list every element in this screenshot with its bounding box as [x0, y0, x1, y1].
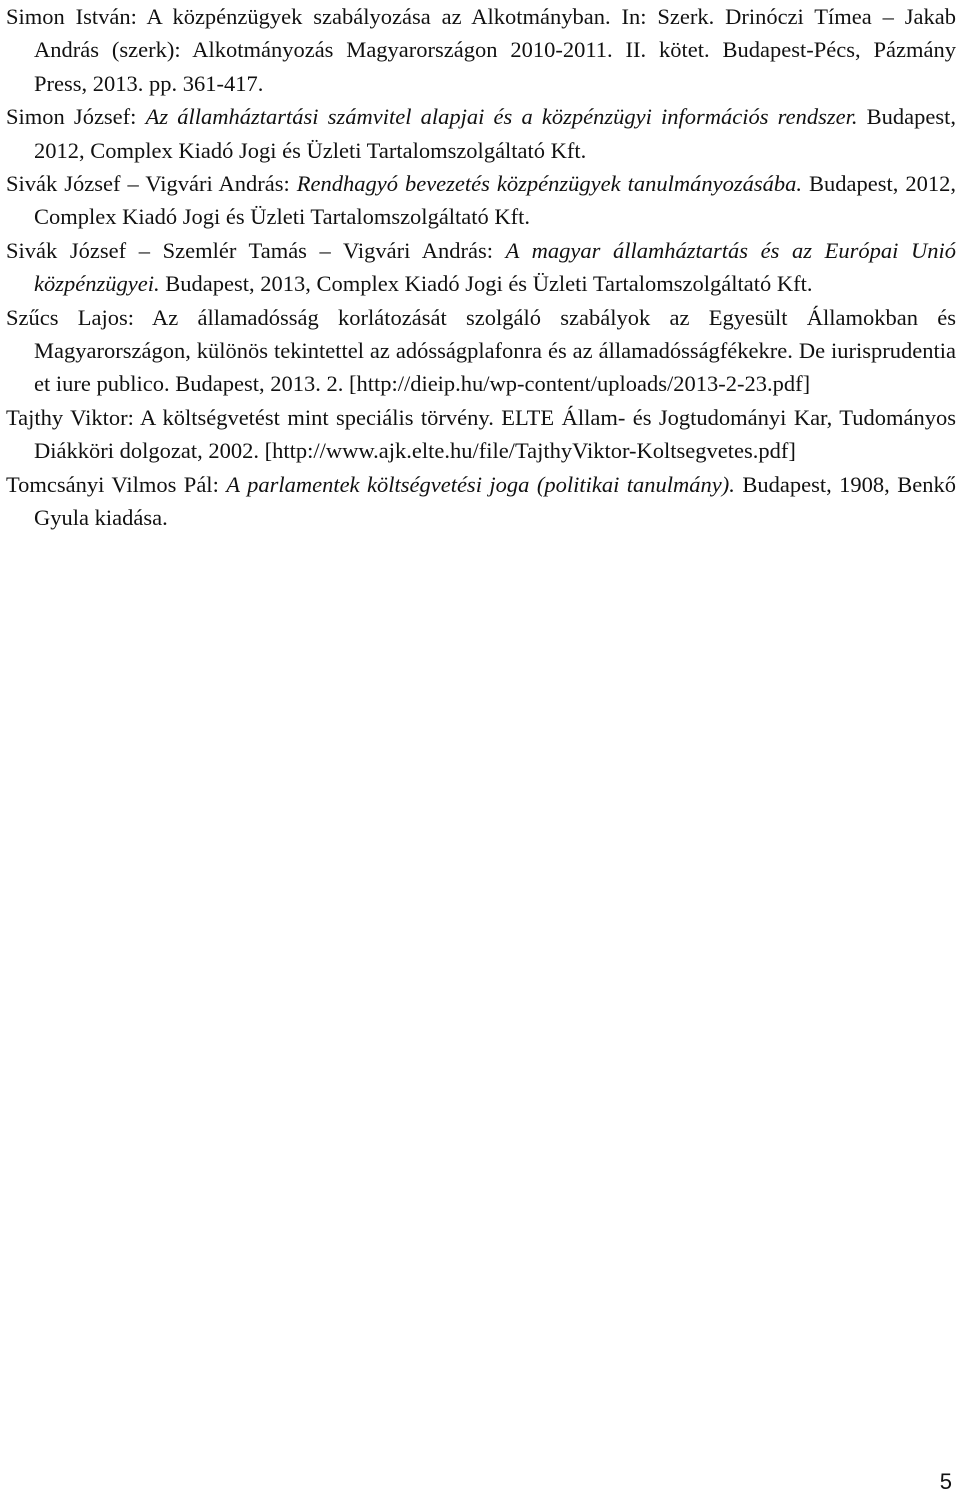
- reference-details: A költségvetést mint speciális törvény. ELTE Állam- és Jogtudományi Kar, Tudományos Diákköri dolgozat, 2002. [http://www.ajk.elte.hu/file/TajthyViktor-Koltsegvetes.pdf]: [34, 404, 956, 464]
- reference-details: Budapest, 2012, Complex Kiadó Jogi és Üzleti Tartalomszolgáltató Kft.: [34, 171, 957, 230]
- reference-title: A magyar államháztartás és az Európai Unió közpénzügyei.: [34, 237, 956, 297]
- reference-details: Budapest, 2013, Complex Kiadó Jogi és Üzleti Tartalomszolgáltató Kft.: [159, 271, 813, 297]
- reference-details: A közpénzügyek szabályozása az Alkotmányban. In: Szerk. Drinóczi Tímea – Jakab András (szerk): Alkotmányozás Magyarországon 2010-2011. II. kötet. Budapest-Pécs, Pázmány Press, 2013. pp. 361-417.: [34, 4, 957, 96]
- reference-entry: [6, 0, 956, 100]
- reference-author: Sivák József – Vigvári András:: [6, 171, 297, 197]
- reference-author: Tajthy Viktor:: [6, 404, 141, 430]
- reference-title: A parlamentek költségvetési joga (politikai tanulmány).: [226, 471, 735, 497]
- reference-title: Rendhagyó bevezetés közpénzügyek tanulmányozásába.: [296, 171, 802, 197]
- reference-list: [6, 0, 956, 535]
- reference-author: Simon István:: [6, 4, 147, 29]
- reference-entry: [6, 301, 956, 401]
- reference-author: Szűcs Lajos:: [6, 304, 153, 330]
- reference-author: Tomcsányi Vilmos Pál:: [6, 471, 227, 497]
- reference-title: Az államháztartási számvitel alapjai és a közpénzügyi információs rendszer.: [145, 104, 858, 130]
- reference-entry: [6, 234, 956, 301]
- reference-entry: [6, 167, 956, 234]
- reference-author: Sivák József – Szemlér Tamás – Vigvári András:: [6, 237, 506, 263]
- reference-details: Budapest, 1908, Benkő Gyula kiadása.: [34, 471, 956, 531]
- reference-details: Az államadósság korlátozását szolgáló szabályok az Egyesült Államokban és Magyarországon, különös tekintettel az adósságplafonra és az államadósságfékekre. De iurisprudentia et iure publico. Budapest, 2013. 2. [http://dieip.hu/wp-content/uploads/2013-2-23.pdf]: [34, 304, 956, 397]
- reference-entry: [6, 401, 956, 468]
- reference-entry: [6, 468, 956, 535]
- reference-author: Simon József:: [6, 104, 146, 130]
- reference-entry: [6, 100, 956, 167]
- page-number: 5: [939, 1469, 952, 1494]
- reference-details: Budapest, 2012, Complex Kiadó Jogi és Üzleti Tartalomszolgáltató Kft.: [34, 104, 956, 163]
